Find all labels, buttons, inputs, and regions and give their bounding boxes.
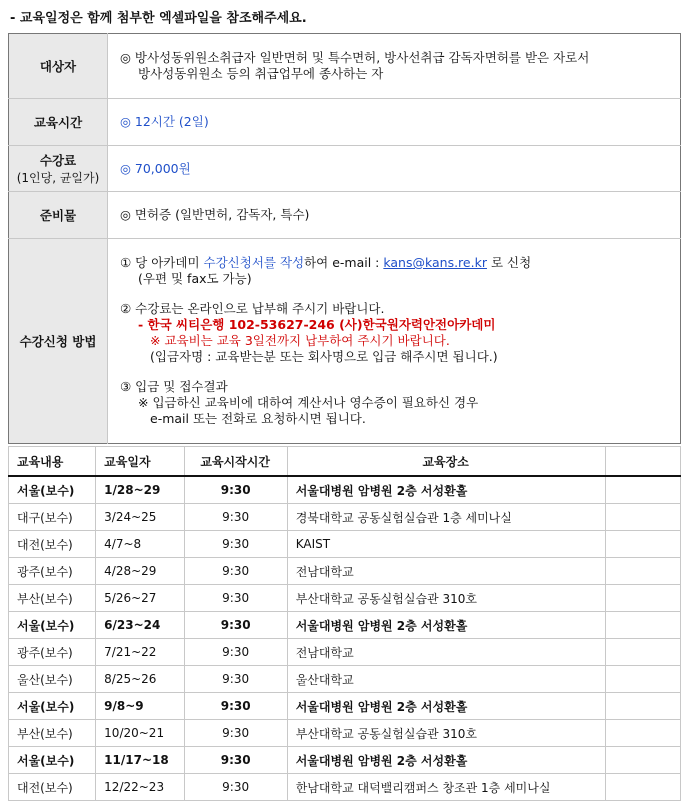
apply-label: 수강신청 방법: [9, 239, 108, 444]
row-place: 부산대학교 공동실험실습관 310호: [287, 585, 605, 612]
row-date: 4/7~8: [96, 531, 184, 558]
row-content: 대구(보수): [9, 504, 96, 531]
row-place: 한남대학교 대덕밸리캠퍼스 창조관 1층 세미나실: [287, 774, 605, 801]
row-start-time: 9:30: [184, 504, 287, 531]
schedule-body: [9, 476, 681, 801]
row-date: 8/25~26: [96, 666, 184, 693]
row-blank: [605, 558, 680, 585]
row-start-time: 9:30: [184, 531, 287, 558]
row-date: 6/23~24: [96, 612, 184, 639]
schedule-header-row: [9, 447, 681, 477]
target-line-2: 방사성동위원소 등의 취급업무에 종사하는 자: [138, 66, 384, 81]
row-content: 서울(보수): [9, 747, 96, 774]
bank-account: - 한국 씨티은행 102-53627-246 (사)한국원자력안전아카데미: [138, 317, 496, 332]
supplies-value: ◎ 면허증 (일반면허, 감독자, 특수): [108, 192, 681, 239]
row-place: KAIST: [287, 531, 605, 558]
apply-step-1-prefix: ① 당 아카데미: [120, 255, 204, 270]
row-content: 부산(보수): [9, 585, 96, 612]
row-date: 9/8~9: [96, 693, 184, 720]
fee-value: ◎ 70,000원: [108, 146, 681, 192]
course-info-table: [8, 33, 681, 444]
hours-value: ◎ 12시간 (2일): [108, 99, 681, 146]
target-label: 대상자: [9, 34, 108, 99]
row-start-time: 9:30: [184, 693, 287, 720]
row-start-time: 9:30: [184, 585, 287, 612]
apply-step-1-mid: 하여 e-mail :: [304, 255, 384, 270]
table-row: [9, 747, 681, 774]
row-place: 전남대학교: [287, 558, 605, 585]
row-start-time: 9:30: [184, 774, 287, 801]
row-content: 울산(보수): [9, 666, 96, 693]
apply-value: [108, 239, 681, 444]
table-row: [9, 693, 681, 720]
table-row: [9, 504, 681, 531]
row-place: 서울대병원 암병원 2층 서성환홀: [287, 747, 605, 774]
apply-step-3: ③ 입금 및 접수결과: [120, 379, 228, 394]
apply-step-2: ② 수강료는 온라인으로 납부해 주시기 바랍니다.: [120, 301, 385, 316]
row-place: 전남대학교: [287, 639, 605, 666]
info-row-target: [9, 34, 681, 99]
row-blank: [605, 585, 680, 612]
row-content: 서울(보수): [9, 693, 96, 720]
header-start-time: 교육시작시간: [184, 447, 287, 477]
row-start-time: 9:30: [184, 747, 287, 774]
receipt-request-note: e-mail 또는 전화로 요청하시면 됩니다.: [150, 411, 366, 426]
fee-label-main: 수강료: [39, 153, 77, 168]
row-date: 12/22~23: [96, 774, 184, 801]
info-row-hours: [9, 99, 681, 146]
row-start-time: 9:30: [184, 639, 287, 666]
table-row: [9, 612, 681, 639]
row-blank: [605, 666, 680, 693]
row-date: 1/28~29: [96, 476, 184, 504]
table-row: [9, 666, 681, 693]
row-blank: [605, 747, 680, 774]
row-content: 서울(보수): [9, 476, 96, 504]
header-content: 교육내용: [9, 447, 96, 477]
row-date: 4/28~29: [96, 558, 184, 585]
target-value: [108, 34, 681, 99]
row-content: 부산(보수): [9, 720, 96, 747]
row-blank: [605, 720, 680, 747]
table-row: [9, 531, 681, 558]
hours-label: 교육시간: [9, 99, 108, 146]
row-date: 3/24~25: [96, 504, 184, 531]
info-row-supplies: [9, 192, 681, 239]
row-start-time: 9:30: [184, 558, 287, 585]
target-line-1: ◎ 방사성동위원소취급자 일반면허 및 특수면허, 방사선취급 감독자면허를 받은 자로서: [120, 50, 590, 65]
info-row-fee: [9, 146, 681, 192]
row-content: 서울(보수): [9, 612, 96, 639]
apply-step-1: [120, 255, 680, 271]
row-content: 대전(보수): [9, 774, 96, 801]
info-row-apply: [9, 239, 681, 444]
table-row: [9, 774, 681, 801]
fee-label-sub: (1인당, 균일가): [16, 171, 100, 185]
row-blank: [605, 504, 680, 531]
table-row: [9, 476, 681, 504]
supplies-label: 준비물: [9, 192, 108, 239]
apply-step-1-suffix: 로 신청: [486, 255, 532, 270]
row-place: 서울대병원 암병원 2층 서성환홀: [287, 476, 605, 504]
header-date: 교육일자: [96, 447, 184, 477]
row-content: 광주(보수): [9, 639, 96, 666]
payment-deadline-warning: ※ 교육비는 교육 3일전까지 납부하여 주시기 바랍니다.: [150, 333, 450, 348]
row-place: 울산대학교: [287, 666, 605, 693]
header-place: 교육장소: [287, 447, 605, 477]
row-place: 서울대병원 암병원 2층 서성환홀: [287, 612, 605, 639]
row-place: 부산대학교 공동실험실습관 310호: [287, 720, 605, 747]
apply-step-1-line-2: (우편 및 fax도 가능): [138, 271, 252, 286]
row-start-time: 9:30: [184, 612, 287, 639]
row-start-time: 9:30: [184, 720, 287, 747]
receipt-note: ※ 입금하신 교육비에 대하여 계산서나 영수증이 필요하신 경우: [138, 395, 479, 410]
row-date: 11/17~18: [96, 747, 184, 774]
fee-label: [9, 146, 108, 192]
row-blank: [605, 612, 680, 639]
row-blank: [605, 639, 680, 666]
row-start-time: 9:30: [184, 666, 287, 693]
row-blank: [605, 476, 680, 504]
schedule-table: [8, 446, 681, 801]
row-content: 광주(보수): [9, 558, 96, 585]
table-row: [9, 585, 681, 612]
row-date: 7/21~22: [96, 639, 184, 666]
table-row: [9, 639, 681, 666]
header-blank: [605, 447, 680, 477]
row-place: 경북대학교 공동실험실습관 1층 세미나실: [287, 504, 605, 531]
row-blank: [605, 693, 680, 720]
row-date: 5/26~27: [96, 585, 184, 612]
row-place: 서울대병원 암병원 2층 서성환홀: [287, 693, 605, 720]
row-start-time: 9:30: [184, 476, 287, 504]
row-blank: [605, 774, 680, 801]
row-date: 10/20~21: [96, 720, 184, 747]
table-row: [9, 558, 681, 585]
application-form-link[interactable]: 수강신청서를 작성: [203, 255, 305, 270]
email-link[interactable]: kans@kans.re.kr: [383, 255, 487, 270]
schedule-note: - 교육일정은 함께 첨부한 엑셀파일을 참조해주세요.: [10, 11, 307, 26]
depositor-name-note: (입금자명 : 교육받는분 또는 회사명으로 입금 해주시면 됩니다.): [150, 349, 498, 364]
row-content: 대전(보수): [9, 531, 96, 558]
row-blank: [605, 531, 680, 558]
table-row: [9, 720, 681, 747]
